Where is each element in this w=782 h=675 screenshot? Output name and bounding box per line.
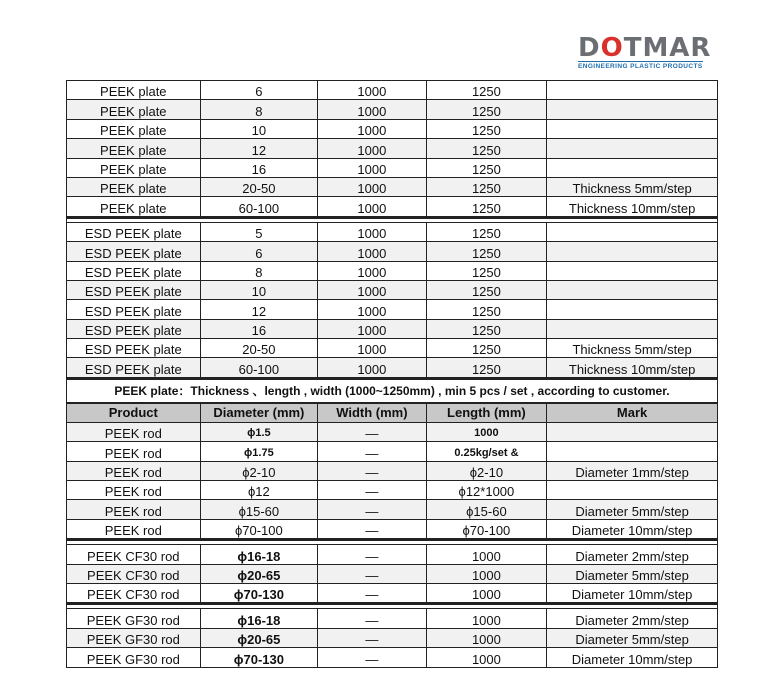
cell-product: PEEK rod: [67, 519, 201, 538]
cell-thickness: 6: [200, 242, 318, 261]
cf30-rod-table: [66, 544, 718, 603]
cell-width: 1000: [318, 358, 427, 377]
cell-length: 1250: [426, 139, 547, 158]
cell-product: PEEK rod: [67, 422, 201, 441]
cell-product: ESD PEEK plate: [67, 319, 201, 338]
cell-length: ϕ2-10: [426, 461, 547, 480]
cell-product: PEEK rod: [67, 461, 201, 480]
table-row: [67, 261, 718, 280]
cell-mark: [547, 100, 718, 119]
cell-length: 1250: [426, 339, 547, 358]
cell-mark: [547, 222, 718, 241]
table-row: [67, 319, 718, 338]
header-length: Length (mm): [426, 403, 547, 422]
cell-product: PEEK rod: [67, 500, 201, 519]
cell-width: 1000: [318, 242, 427, 261]
cell-mark: Diameter 5mm/step: [547, 628, 718, 647]
cell-length: 1250: [426, 300, 547, 319]
cell-thickness: 8: [200, 261, 318, 280]
cell-product: PEEK plate: [67, 139, 201, 158]
cell-width: —: [318, 564, 427, 583]
table-row: [67, 139, 718, 158]
cell-diameter: ϕ20-65: [200, 564, 318, 583]
table-row: [67, 300, 718, 319]
cell-mark: Thickness 10mm/step: [547, 358, 718, 377]
price-sheet: [66, 80, 718, 668]
cell-length: 1000: [426, 648, 547, 667]
peek-plate-table: [66, 80, 718, 217]
cell-thickness: 10: [200, 119, 318, 138]
table-row: [67, 422, 718, 441]
cell-width: —: [318, 545, 427, 564]
cell-product: PEEK plate: [67, 197, 201, 216]
cell-length: 1250: [426, 319, 547, 338]
cell-mark: Diameter 5mm/step: [547, 500, 718, 519]
cell-mark: Diameter 5mm/step: [547, 564, 718, 583]
cell-mark: Thickness 10mm/step: [547, 197, 718, 216]
header-product: Product: [67, 403, 201, 422]
cell-diameter: ϕ70-130: [200, 583, 318, 602]
cell-width: 1000: [318, 177, 427, 196]
cell-product: PEEK CF30 rod: [67, 583, 201, 602]
table-row: [67, 545, 718, 564]
cell-product: PEEK plate: [67, 119, 201, 138]
cell-product: PEEK GF30 rod: [67, 648, 201, 667]
cell-product: ESD PEEK plate: [67, 358, 201, 377]
table-row: [67, 481, 718, 500]
cell-width: —: [318, 628, 427, 647]
cell-length: 1250: [426, 119, 547, 138]
cell-width: 1000: [318, 158, 427, 177]
cell-mark: [547, 81, 718, 100]
cell-thickness: 60-100: [200, 197, 318, 216]
cell-diameter: ϕ1.75: [200, 442, 318, 461]
cell-length: 1250: [426, 358, 547, 377]
cell-width: —: [318, 648, 427, 667]
cell-product: ESD PEEK plate: [67, 280, 201, 299]
cell-length: ϕ12*1000: [426, 481, 547, 500]
cell-width: 1000: [318, 339, 427, 358]
cell-length: 1250: [426, 177, 547, 196]
cell-length: ϕ15-60: [426, 500, 547, 519]
cell-width: —: [318, 461, 427, 480]
table-row: [67, 583, 718, 602]
cell-thickness: 12: [200, 300, 318, 319]
cell-width: 1000: [318, 222, 427, 241]
cell-diameter: ϕ15-60: [200, 500, 318, 519]
cell-length: 1250: [426, 197, 547, 216]
cell-length: 1250: [426, 261, 547, 280]
cell-thickness: 60-100: [200, 358, 318, 377]
cell-mark: Diameter 10mm/step: [547, 648, 718, 667]
cell-mark: [547, 481, 718, 500]
cell-product: PEEK CF30 rod: [67, 564, 201, 583]
table-row: [67, 628, 718, 647]
table-row: [67, 222, 718, 241]
logo-wordmark: DOTMAR: [578, 33, 712, 63]
cell-diameter: ϕ12: [200, 481, 318, 500]
cell-width: 1000: [318, 119, 427, 138]
cell-mark: [547, 261, 718, 280]
table-row: [67, 519, 718, 538]
cell-thickness: 8: [200, 100, 318, 119]
cell-width: —: [318, 422, 427, 441]
cell-width: 1000: [318, 261, 427, 280]
cell-product: PEEK GF30 rod: [67, 628, 201, 647]
cell-width: —: [318, 500, 427, 519]
table-row: [67, 358, 718, 377]
cell-mark: [547, 280, 718, 299]
cell-width: 1000: [318, 319, 427, 338]
table-row: [67, 242, 718, 261]
rod-table-header: [67, 403, 718, 422]
cell-width: 1000: [318, 197, 427, 216]
cell-thickness: 20-50: [200, 339, 318, 358]
cell-length: 1250: [426, 280, 547, 299]
header-diameter: Diameter (mm): [200, 403, 318, 422]
cell-mark: Thickness 5mm/step: [547, 177, 718, 196]
cell-mark: [547, 119, 718, 138]
logo-tagline: ENGINEERING PLASTIC PRODUCTS: [578, 63, 703, 70]
cell-length: 0.25kg/set &: [426, 442, 547, 461]
cell-mark: Diameter 10mm/step: [547, 583, 718, 602]
table-row: [67, 81, 718, 100]
cell-width: 1000: [318, 100, 427, 119]
cell-mark: [547, 139, 718, 158]
cell-product: PEEK GF30 rod: [67, 609, 201, 628]
cell-length: 1000: [426, 609, 547, 628]
cell-length: ϕ70-100: [426, 519, 547, 538]
dotmar-logo: [576, 34, 716, 70]
cell-width: 1000: [318, 280, 427, 299]
cell-product: PEEK plate: [67, 81, 201, 100]
cell-product: ESD PEEK plate: [67, 222, 201, 241]
cell-mark: Diameter 2mm/step: [547, 545, 718, 564]
cell-product: PEEK plate: [67, 177, 201, 196]
cell-diameter: ϕ16-18: [200, 545, 318, 564]
table-row: [67, 564, 718, 583]
cell-product: PEEK plate: [67, 100, 201, 119]
cell-product: PEEK rod: [67, 442, 201, 461]
header-mark: Mark: [547, 403, 718, 422]
cell-mark: [547, 442, 718, 461]
cell-product: ESD PEEK plate: [67, 242, 201, 261]
table-row: [67, 339, 718, 358]
table-row: [67, 280, 718, 299]
cell-width: 1000: [318, 81, 427, 100]
table-row: [67, 500, 718, 519]
cell-length: 1250: [426, 222, 547, 241]
cell-product: PEEK rod: [67, 481, 201, 500]
cell-length: 1000: [426, 422, 547, 441]
cell-mark: [547, 158, 718, 177]
cell-length: 1000: [426, 564, 547, 583]
cell-length: 1250: [426, 158, 547, 177]
cell-length: 1250: [426, 81, 547, 100]
cell-thickness: 5: [200, 222, 318, 241]
cell-product: ESD PEEK plate: [67, 261, 201, 280]
header-width: Width (mm): [318, 403, 427, 422]
table-row: [67, 119, 718, 138]
cell-width: —: [318, 519, 427, 538]
cell-mark: [547, 422, 718, 441]
table-row: [67, 648, 718, 667]
cell-length: 1000: [426, 628, 547, 647]
cell-thickness: 12: [200, 139, 318, 158]
cell-mark: [547, 300, 718, 319]
peek-rod-table: [66, 403, 718, 539]
table-row: [67, 100, 718, 119]
cell-product: ESD PEEK plate: [67, 300, 201, 319]
table-row: [67, 158, 718, 177]
cell-diameter: ϕ20-65: [200, 628, 318, 647]
cell-length: 1000: [426, 545, 547, 564]
table-row: [67, 442, 718, 461]
table-row: [67, 197, 718, 216]
cell-thickness: 16: [200, 319, 318, 338]
cell-thickness: 6: [200, 81, 318, 100]
cell-product: ESD PEEK plate: [67, 339, 201, 358]
cell-mark: Diameter 2mm/step: [547, 609, 718, 628]
cell-thickness: 16: [200, 158, 318, 177]
cell-product: PEEK CF30 rod: [67, 545, 201, 564]
cell-diameter: ϕ70-130: [200, 648, 318, 667]
esd-plate-table: [66, 222, 718, 378]
cell-length: 1250: [426, 100, 547, 119]
cell-mark: [547, 319, 718, 338]
cell-width: 1000: [318, 300, 427, 319]
cell-width: —: [318, 609, 427, 628]
table-row: [67, 609, 718, 628]
cell-length: 1250: [426, 242, 547, 261]
cell-mark: Thickness 5mm/step: [547, 339, 718, 358]
cell-length: 1000: [426, 583, 547, 602]
cell-mark: [547, 242, 718, 261]
cell-width: —: [318, 583, 427, 602]
cell-diameter: ϕ1.5: [200, 422, 318, 441]
cell-diameter: ϕ16-18: [200, 609, 318, 628]
cell-thickness: 10: [200, 280, 318, 299]
cell-product: PEEK plate: [67, 158, 201, 177]
cell-width: 1000: [318, 139, 427, 158]
cell-diameter: ϕ2-10: [200, 461, 318, 480]
cell-thickness: 20-50: [200, 177, 318, 196]
gf30-rod-table: [66, 608, 718, 667]
cell-width: —: [318, 481, 427, 500]
table-row: [67, 177, 718, 196]
table-row: [67, 461, 718, 480]
cell-mark: Diameter 10mm/step: [547, 519, 718, 538]
plate-note: PEEK plate：Thickness 、length , width (1000~1250mm) , min 5 pcs / set , according to customer.: [66, 378, 718, 403]
cell-diameter: ϕ70-100: [200, 519, 318, 538]
cell-mark: Diameter 1mm/step: [547, 461, 718, 480]
cell-width: —: [318, 442, 427, 461]
